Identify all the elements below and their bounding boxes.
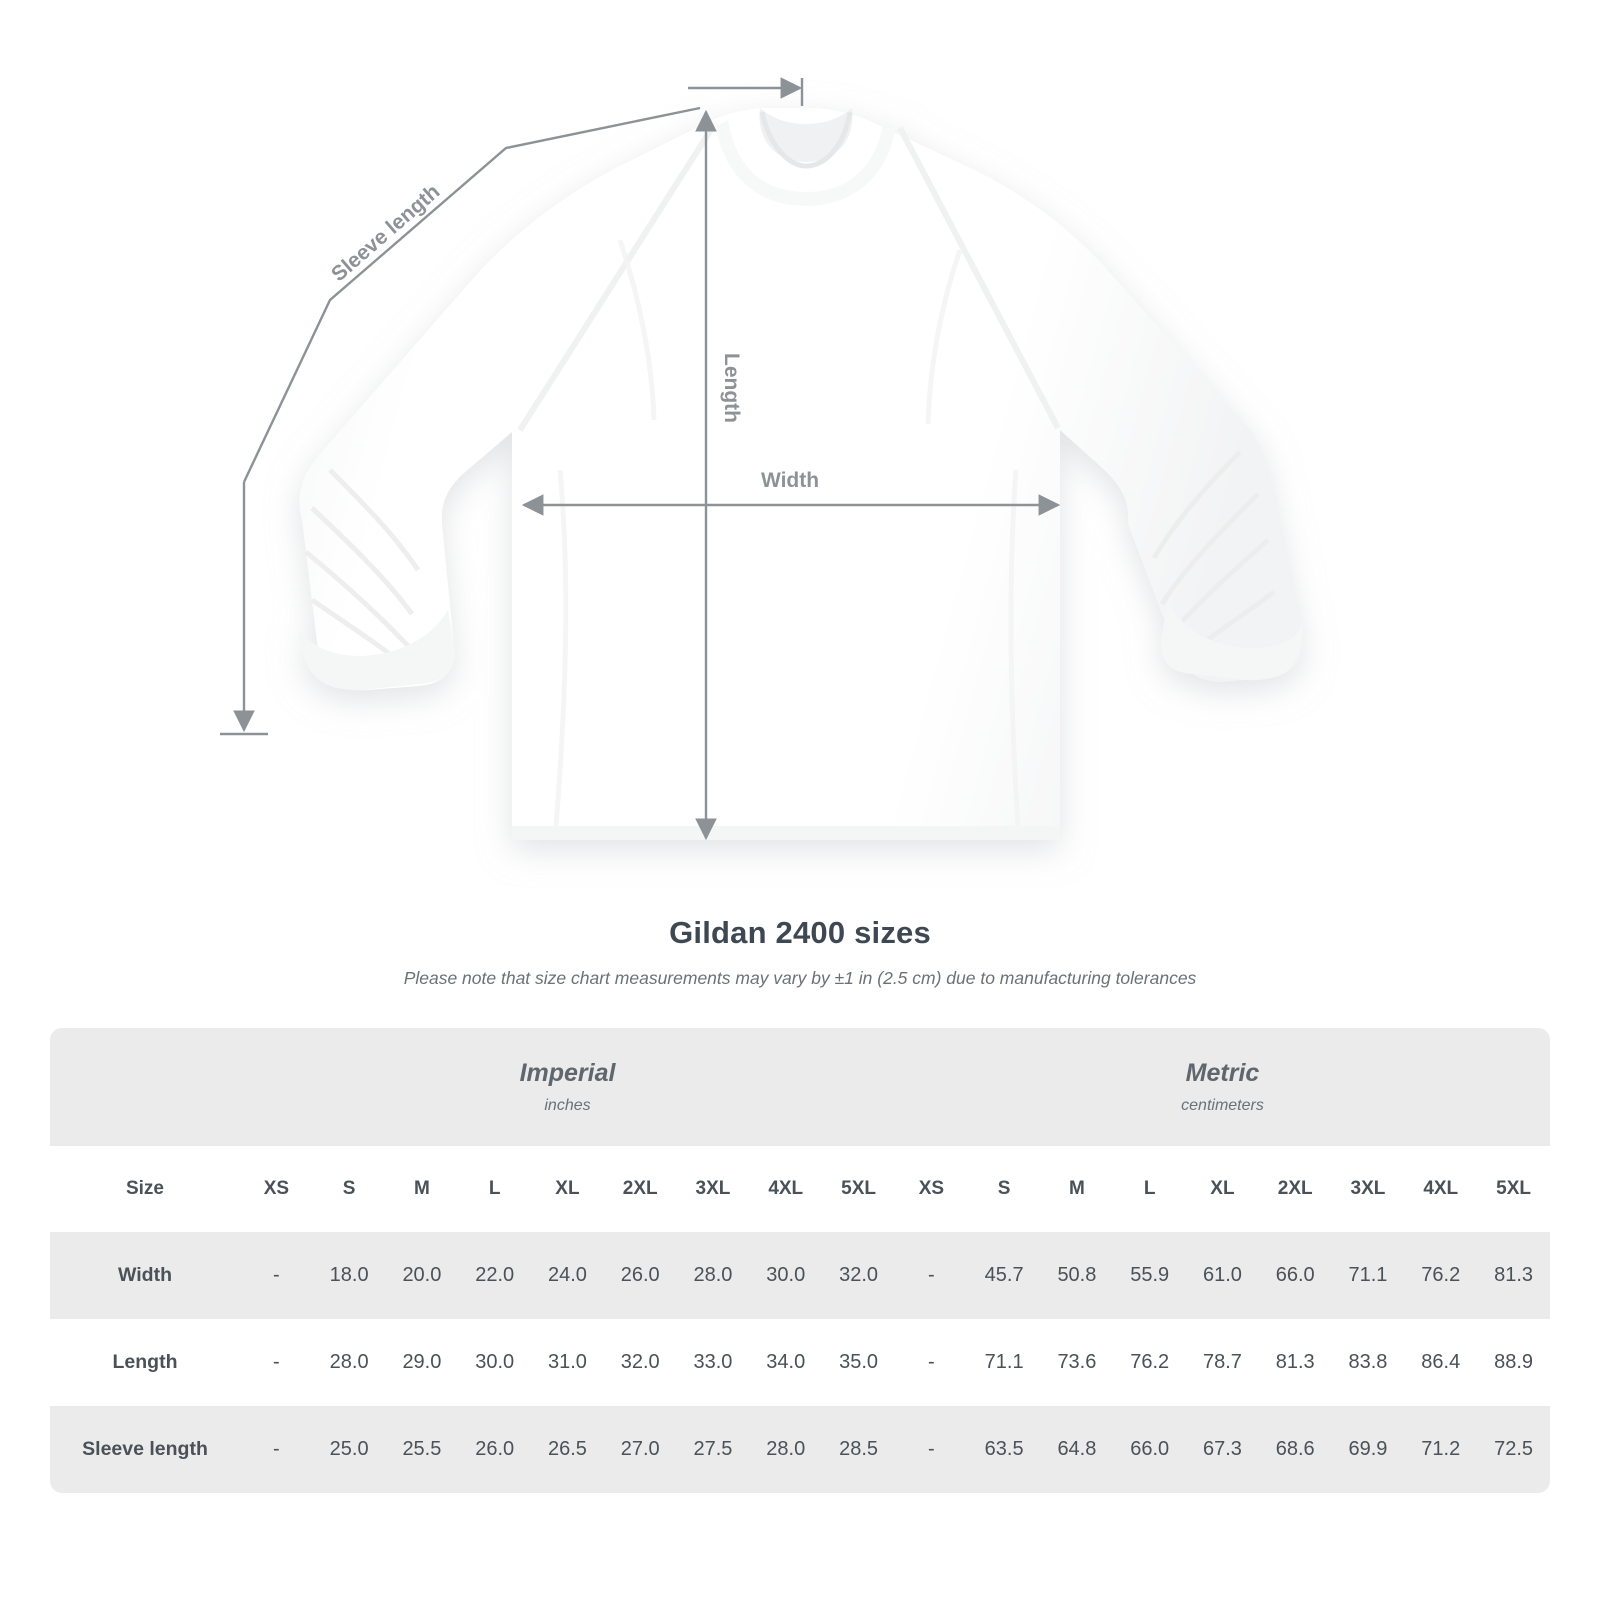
cell-width-imperial-m: 20.0 [386,1232,459,1319]
cell-sleeve-length-imperial-4xl: 28.0 [749,1406,822,1493]
cell-length-metric-3xl: 83.8 [1332,1319,1405,1406]
unit-group-name: Imperial [519,1059,616,1087]
size-chart-table [50,1028,1550,1493]
column-header-imperial-xl: XL [531,1146,604,1232]
cell-width-metric-xl: 61.0 [1186,1232,1259,1319]
label-width: Width [760,469,820,492]
cell-width-metric-s: 45.7 [968,1232,1041,1319]
cell-sleeve-length-imperial-m: 25.5 [386,1406,459,1493]
column-header-metric-2xl: 2XL [1259,1146,1332,1232]
cell-length-metric-2xl: 81.3 [1259,1319,1332,1406]
cell-length-imperial-xl: 31.0 [531,1319,604,1406]
cell-width-imperial-xl: 24.0 [531,1232,604,1319]
cell-sleeve-length-imperial-l: 26.0 [458,1406,531,1493]
column-header-metric-3xl: 3XL [1332,1146,1405,1232]
unit-group-header-row [50,1028,1550,1146]
size-chart-table-wrap [50,1028,1550,1493]
row-label-length: Length [50,1319,240,1406]
cell-width-imperial-2xl: 26.0 [604,1232,677,1319]
cell-width-metric-xs: - [895,1232,968,1319]
cell-length-metric-5xl: 88.9 [1477,1319,1550,1406]
cell-width-metric-3xl: 71.1 [1332,1232,1405,1319]
column-header-metric-xl: XL [1186,1146,1259,1232]
cell-sleeve-length-imperial-xl: 26.5 [531,1406,604,1493]
cell-length-imperial-2xl: 32.0 [604,1319,677,1406]
cell-length-imperial-5xl: 35.0 [822,1319,895,1406]
column-header-metric-4xl: 4XL [1404,1146,1477,1232]
cell-sleeve-length-metric-5xl: 72.5 [1477,1406,1550,1493]
cell-width-metric-2xl: 66.0 [1259,1232,1332,1319]
table-row [50,1406,1550,1493]
column-header-imperial-5xl: 5XL [822,1146,895,1232]
cell-sleeve-length-imperial-s: 25.0 [313,1406,386,1493]
column-header-imperial-l: L [458,1146,531,1232]
title-block [0,915,1600,989]
column-header-metric-l: L [1113,1146,1186,1232]
cell-sleeve-length-metric-2xl: 68.6 [1259,1406,1332,1493]
cell-length-imperial-s: 28.0 [313,1319,386,1406]
unit-group-subtitle: inches [544,1097,591,1114]
cell-sleeve-length-imperial-xs: - [240,1406,313,1493]
column-header-imperial-4xl: 4XL [749,1146,822,1232]
column-header-imperial-s: S [313,1146,386,1232]
cell-length-metric-s: 71.1 [968,1319,1041,1406]
cell-width-metric-5xl: 81.3 [1477,1232,1550,1319]
cell-length-imperial-4xl: 34.0 [749,1319,822,1406]
cell-width-imperial-s: 18.0 [313,1232,386,1319]
cell-width-metric-m: 50.8 [1041,1232,1114,1319]
cell-sleeve-length-metric-4xl: 71.2 [1404,1406,1477,1493]
cell-sleeve-length-imperial-2xl: 27.0 [604,1406,677,1493]
cell-length-imperial-3xl: 33.0 [677,1319,750,1406]
cell-width-imperial-5xl: 32.0 [822,1232,895,1319]
column-header-metric-xs: XS [895,1146,968,1232]
column-header-imperial-xs: XS [240,1146,313,1232]
unit-group-subtitle: centimeters [1181,1097,1264,1114]
column-header-metric-s: S [968,1146,1041,1232]
cell-width-imperial-l: 22.0 [458,1232,531,1319]
unit-group-imperial [240,1028,895,1146]
cell-sleeve-length-metric-m: 64.8 [1041,1406,1114,1493]
cell-sleeve-length-metric-s: 63.5 [968,1406,1041,1493]
column-header-imperial-2xl: 2XL [604,1146,677,1232]
column-header-size: Size [50,1146,240,1232]
unit-group-name: Metric [1185,1059,1260,1087]
row-label-width: Width [50,1232,240,1319]
unit-group-metric [895,1028,1550,1146]
cell-length-imperial-m: 29.0 [386,1319,459,1406]
row-label-sleeve-length: Sleeve length [50,1406,240,1493]
cell-length-metric-xs: - [895,1319,968,1406]
cell-length-metric-4xl: 86.4 [1404,1319,1477,1406]
cell-width-imperial-4xl: 30.0 [749,1232,822,1319]
column-header-imperial-3xl: 3XL [677,1146,750,1232]
cell-width-metric-l: 55.9 [1113,1232,1186,1319]
cell-length-metric-xl: 78.7 [1186,1319,1259,1406]
cell-length-imperial-xs: - [240,1319,313,1406]
cell-length-imperial-l: 30.0 [458,1319,531,1406]
page-title: Gildan 2400 sizes [669,915,931,950]
column-header-metric-5xl: 5XL [1477,1146,1550,1232]
chart-subtitle: Please note that size chart measurements may vary by ±1 in (2.5 cm) due to manufacturing tolerances [403,968,1197,988]
label-length: Length [720,353,743,423]
column-header-metric-m: M [1041,1146,1114,1232]
unit-band-spacer [50,1028,240,1146]
cell-sleeve-length-metric-xs: - [895,1406,968,1493]
cell-width-imperial-3xl: 28.0 [677,1232,750,1319]
table-row [50,1232,1550,1319]
label-sleeve-length: Sleeve length [327,180,445,287]
cell-sleeve-length-metric-3xl: 69.9 [1332,1406,1405,1493]
cell-length-metric-l: 76.2 [1113,1319,1186,1406]
column-header-imperial-m: M [386,1146,459,1232]
table-row [50,1319,1550,1406]
cell-sleeve-length-metric-l: 66.0 [1113,1406,1186,1493]
cell-sleeve-length-metric-xl: 67.3 [1186,1406,1259,1493]
cell-width-metric-4xl: 76.2 [1404,1232,1477,1319]
cell-sleeve-length-imperial-3xl: 27.5 [677,1406,750,1493]
cell-sleeve-length-imperial-5xl: 28.5 [822,1406,895,1493]
cell-length-metric-m: 73.6 [1041,1319,1114,1406]
cell-width-imperial-xs: - [240,1232,313,1319]
size-header-row [50,1146,1550,1232]
